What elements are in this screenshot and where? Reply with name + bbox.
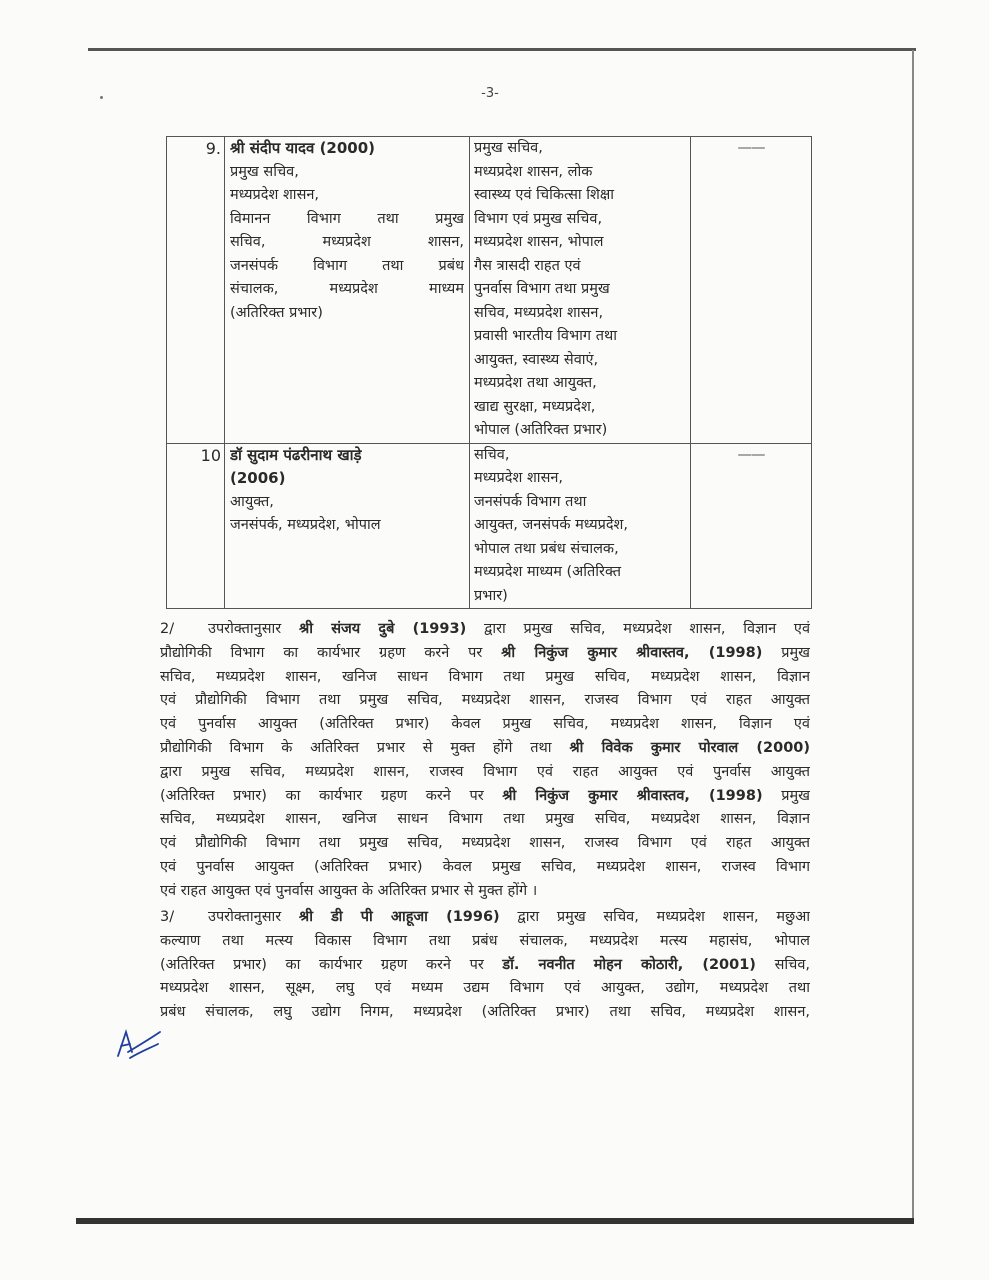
remark-cell — [691, 443, 812, 609]
paragraph-3: 3/ उपरोक्तानुसार श्री डी पी आहूजा (1996) द्वारा प्रमुख सचिव, मध्यप्रदेश शासन, मछुआ कल्याण तथा मत्स्य विकास विभाग तथा प्रबंध संचालक, मध्यप्रदेश मत्स्य महासंघ, भोपाल (अतिरिक्त प्रभार) का कार्यभार ग्रहण करने पर डॉ. नवनीत मोहन कोठारी, (2001) सचिव, मध्यप्रदेश शासन, सूक्ष्म, लघु एवं मध्यम उद्यम विभाग एवं आयुक्त, उद्योग, मध्यप्रदेश तथा प्रबंध संचालक, लघु उद्योग निगम, मध्यप्रदेश (अतिरिक्त प्रभार) तथा सचिव, मध्यप्रदेश शासन, — [160, 906, 810, 1025]
bottom-border-line — [76, 1218, 914, 1224]
officer-name: श्री निकुंज कुमार श्रीवास्तव, (1998) — [501, 644, 763, 661]
remark-cell — [691, 137, 812, 444]
right-border-line — [912, 50, 914, 1220]
remark-dash: —— — [737, 140, 765, 156]
paragraph-number: 3/ — [160, 909, 175, 925]
table-row — [167, 443, 812, 609]
officer-name: डॉ. नवनीत मोहन कोठारी, (2001) — [502, 956, 756, 973]
new-post-cell: प्रमुख सचिव, मध्यप्रदेश शासन, लोक स्वास्थ्य एवं चिकित्सा शिक्षा विभाग एवं प्रमुख सचिव, मध्यप्रदेश शासन, भोपाल गैस त्रासदी राहत एवं पुनर्वास विभाग तथा प्रमुख सचिव, मध्यप्रदेश शासन, प्रवासी भारतीय विभाग तथा आयुक्त, स्वास्थ्य सेवाएं, मध्यप्रदेश तथा आयुक्त, खाद्य सुरक्षा, मध्यप्रदेश, भोपाल (अतिरिक्त प्रभार) — [470, 137, 691, 444]
officer-name: श्री संजय दुबे (1993) — [298, 621, 467, 637]
officer-name: डॉ सुदाम पंढरीनाथ खाड़े — [230, 445, 362, 464]
remark-dash: —— — [737, 446, 765, 463]
officer-name: श्री डी पी आहूजा (1996) — [298, 909, 500, 925]
officer-name: श्री संदीप यादव (2000) — [230, 139, 376, 157]
table-row — [167, 137, 812, 444]
officer-posting-table — [166, 136, 812, 609]
new-post-cell: सचिव, मध्यप्रदेश शासन, जनसंपर्क विभाग तथा आयुक्त, जनसंपर्क मध्यप्रदेश, भोपाल तथा प्रबंध संचालक, मध्यप्रदेश माध्यम (अतिरिक्त प्रभार) — [470, 443, 691, 609]
serial-number: 10 — [167, 443, 225, 609]
officer-name: श्री विवेक कुमार पोरवाल (2000) — [569, 739, 810, 756]
current-post-cell: डॉ सुदाम पंढरीनाथ खाड़े (2006) आयुक्त, जनसंपर्क, मध्यप्रदेश, भोपाल — [225, 443, 470, 609]
serial-number: 9. — [167, 137, 225, 444]
current-post-cell: श्री संदीप यादव (2000) प्रमुख सचिव, मध्यप्रदेश शासन, विमानन विभाग तथा प्रमुख सचिव, मध्यप्रदेश शासन, जनसंपर्क विभाग तथा प्रबंध संचालक, मध्यप्रदेश माध्यम (अतिरिक्त प्रभार) — [225, 137, 470, 444]
scan-speck — [100, 96, 103, 99]
paragraph-number: 2/ — [160, 621, 175, 637]
officer-batch-year: (2006) — [230, 469, 286, 487]
page-number: -3- — [481, 86, 499, 101]
officer-name: श्री निकुंज कुमार श्रीवास्तव, (1998) — [502, 787, 763, 804]
paragraph-2: 2/ उपरोक्तानुसार श्री संजय दुबे (1993) द्वारा प्रमुख सचिव, मध्यप्रदेश शासन, विज्ञान एवं प्रौद्योगिकी विभाग का कार्यभार ग्रहण करने पर श्री निकुंज कुमार श्रीवास्तव, (1998) प्रमुख सचिव, मध्यप्रदेश शासन, खनिज साधन विभाग तथा प्रमुख सचिव, मध्यप्रदेश शासन, विज्ञान एवं प्रौद्योगिकी विभाग तथा प्रमुख सचिव, मध्यप्रदेश शासन, राजस्व विभाग एवं राहत आयुक्त एवं पुनर्वास आयुक्त (अतिरिक्त प्रभार) केवल प्रमुख सचिव, मध्यप्रदेश शासन, विज्ञान एवं प्रौद्योगिकी विभाग के अतिरिक्त प्रभार से मुक्त होंगे तथा श्री विवेक कुमार पोरवाल (2000) द्वारा प्रमुख सचिव, मध्यप्रदेश शासन, राजस्व विभाग एवं राहत आयुक्त एवं पुनर्वास आयुक्त (अतिरिक्त प्रभार) का कार्यभार ग्रहण करने पर श्री निकुंज कुमार श्रीवास्तव, (1998) प्रमुख सचिव, मध्यप्रदेश शासन, खनिज साधन विभाग तथा प्रमुख सचिव, मध्यप्रदेश शासन, विज्ञान एवं प्रौद्योगिकी विभाग तथा प्रमुख सचिव, मध्यप्रदेश शासन, राजस्व विभाग एवं राहत आयुक्त एवं पुनर्वास आयुक्त (अतिरिक्त प्रभार) केवल प्रमुख सचिव, मध्यप्रदेश शासन, राजस्व विभाग एवं राहत आयुक्त एवं पुनर्वास आयुक्त के अतिरिक्त प्रभार से मुक्त होंगे । — [160, 618, 810, 904]
initials-signature — [112, 1022, 164, 1062]
top-border-line — [88, 48, 916, 51]
